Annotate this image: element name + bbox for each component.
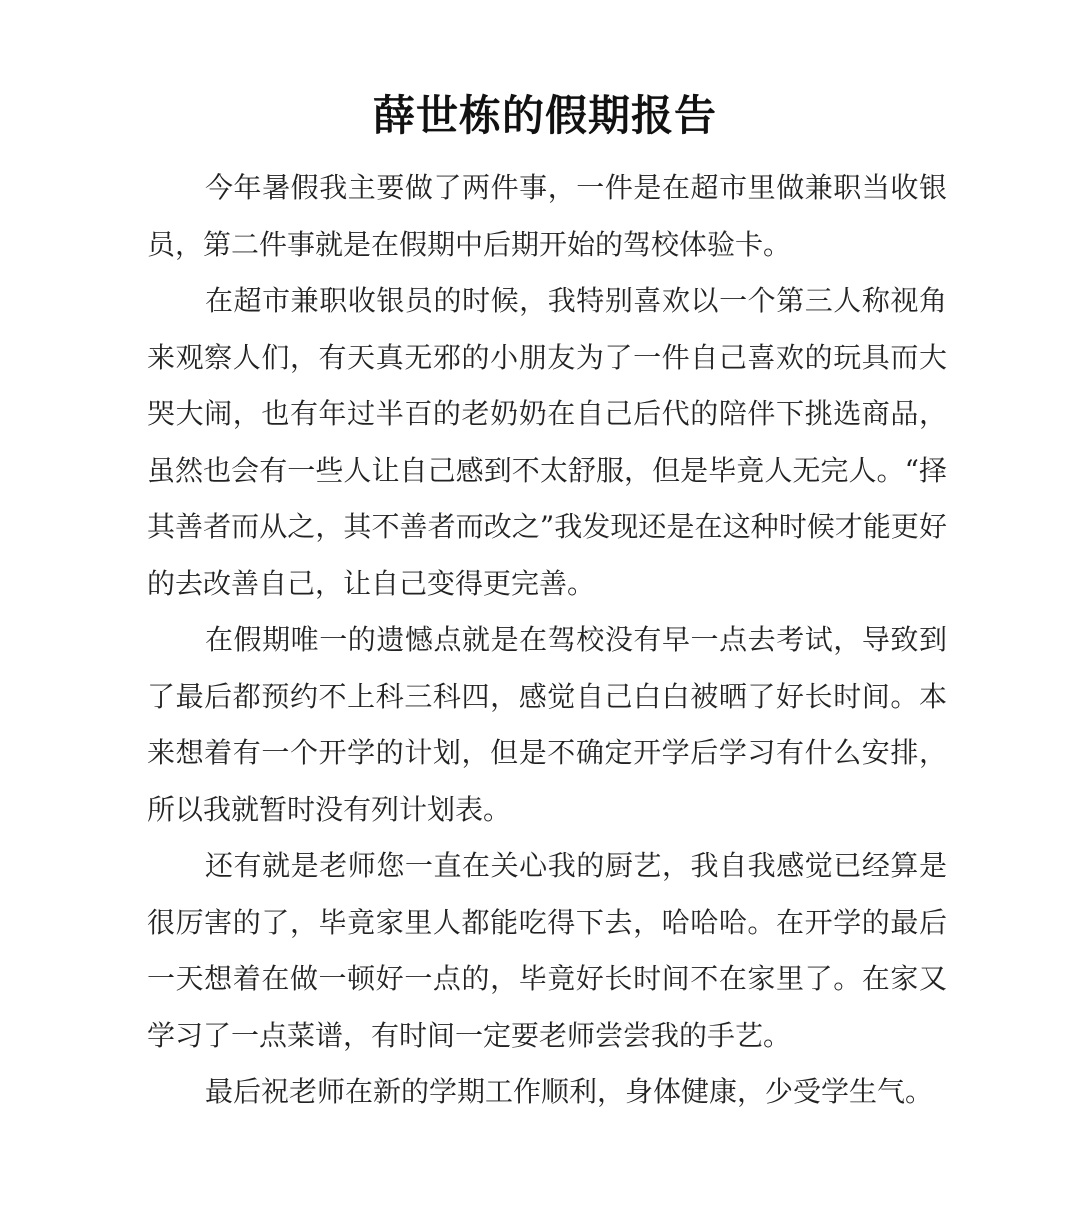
paragraph-cooking: 还有就是老师您一直在关心我的厨艺，我自我感觉已经算是很厉害的了，毕竟家里人都能吃得下去，哈哈哈。在开学的最后一天想着在做一顿好一点的，毕竟好长时间不在家里了。在家又学习了一点菜谱，有时间一定要老师尝尝我的手艺。 [147, 849, 947, 1052]
paragraph-driving-school-regret: 在假期唯一的遗憾点就是在驾校没有早一点去考试，导致到了最后都预约不上科三科四，感觉自己白白被晒了好长时间。本来想着有一个开学的计划，但是不确定开学后学习有什么安排，所以我就暂时没有列计划表。 [147, 623, 947, 826]
paragraph-closing-wishes: 最后祝老师在新的学期工作顺利，身体健康，少受学生气。 [205, 1075, 934, 1108]
paragraph-cashier-experience: 在超市兼职收银员的时候，我特别喜欢以一个第三人称视角来观察人们，有天真无邪的小朋友为了一件自己喜欢的玩具而大哭大闹，也有年过半百的老奶奶在自己后代的陪伴下挑选商品，虽然也会有一些人让自己感到不太舒服，但是毕竟人无完人。“择其善者而从之，其不善者而改之”我发现还是在这种时候才能更好的去改善自己，让自己变得更完善。 [147, 284, 947, 600]
document-body [147, 160, 947, 1121]
document-title: 薛世栋的假期报告 [372, 91, 717, 140]
paragraph-summer-work: 今年暑假我主要做了两件事，一件是在超市里做兼职当收银员，第二件事就是在假期中后期开始的驾校体验卡。 [147, 171, 947, 261]
